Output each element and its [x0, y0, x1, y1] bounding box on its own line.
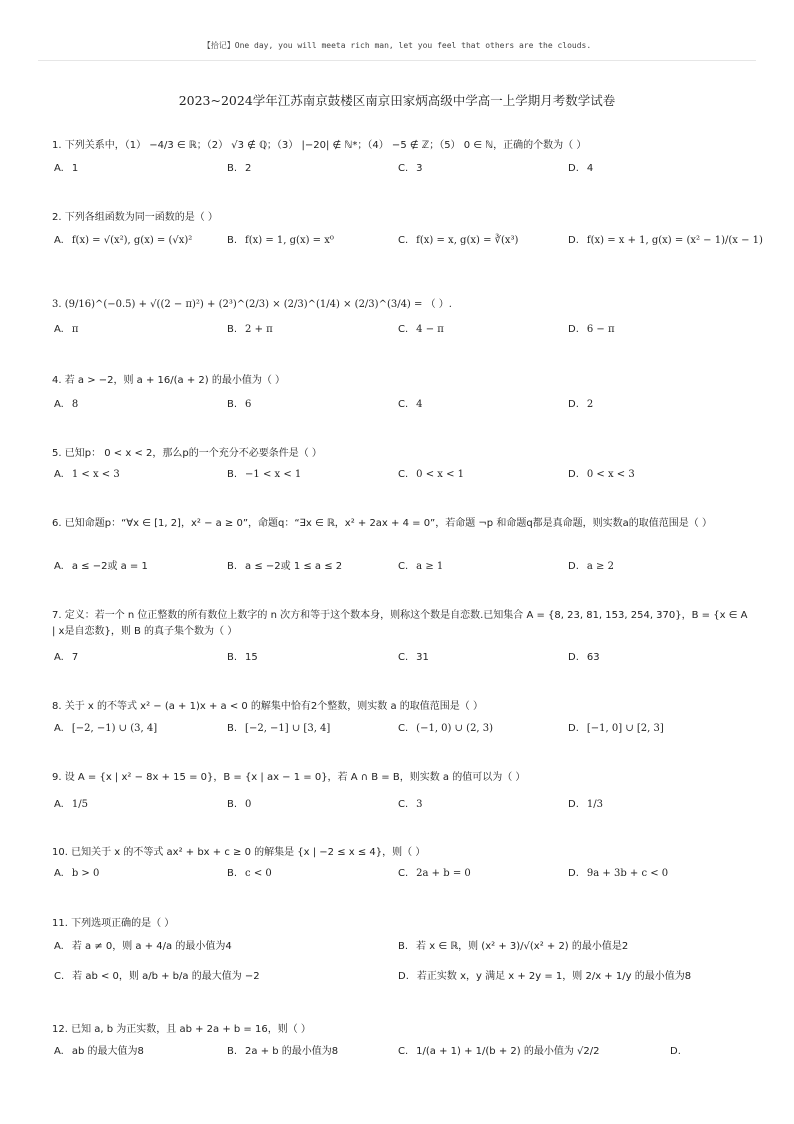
question-stem: 3. (9/16)^(−0.5) + √((2 − π)²) + (2³)^(2/3) × (2/3)^(1/4) × (2/3)^(3/4) = （ ）. [52, 299, 452, 310]
option-letter: C. [398, 235, 409, 246]
option-text: (−1, 0) ∪ (2, 3) [416, 723, 494, 734]
option-d [568, 162, 593, 176]
option-letter: C. [398, 469, 409, 480]
option-text: 15 [245, 652, 258, 663]
option-letter: B. [398, 941, 409, 952]
option-a [54, 867, 99, 881]
option-c [398, 234, 518, 248]
option-c [398, 867, 471, 881]
option-letter: B. [227, 163, 238, 174]
option-a [54, 560, 148, 574]
option-b [227, 867, 272, 881]
option-letter: C. [398, 399, 409, 410]
option-text: 4 − π [416, 324, 444, 335]
option-b [398, 940, 628, 954]
option-text: 4 [416, 399, 423, 410]
question-stem: 6. 已知命题p：“∀x ∈ [1, 2]，x² − a ≥ 0”，命题q：“∃x ∈ ℝ，x² + 2ax + 4 = 0”，若命题 ¬p 和命题q都是真命题，则实数a的取值范围是（ ） [52, 518, 712, 529]
option-text: 2 + π [245, 324, 273, 335]
option-text: 2 [586, 399, 594, 410]
option-letter: B. [227, 399, 238, 410]
option-a [54, 323, 78, 337]
question-stem: 9. 设 A = {x | x² − 8x + 15 = 0}，B = {x | ax − 1 = 0}，若 A ∩ B = B，则实数 a 的值可以为（ ） [52, 772, 526, 783]
question-stem: 11. 下列选项正确的是（ ） [52, 918, 175, 929]
header-divider [38, 60, 756, 61]
option-c [398, 560, 443, 574]
option-d [568, 468, 635, 482]
option-d [568, 234, 763, 248]
question-9 [52, 770, 752, 786]
option-letter: C. [398, 1046, 409, 1057]
option-letter: D. [568, 652, 579, 663]
option-letter: D. [568, 163, 579, 174]
question-stem: 2. 下列各组函数为同一函数的是（ ） [52, 212, 218, 223]
option-text: [−2, −1) ∪ (3, 4] [71, 723, 158, 734]
option-a [54, 1045, 144, 1059]
option-text: f(x) = 1, g(x) = x⁰ [245, 235, 334, 246]
option-text: 8 [71, 399, 79, 410]
option-text: a ≤ −2或 a = 1 [71, 561, 148, 572]
option-letter: C. [398, 799, 409, 810]
option-b [227, 560, 342, 574]
option-text: 6 − π [586, 324, 615, 335]
question-2 [52, 210, 752, 226]
option-a [54, 940, 232, 954]
option-c [54, 970, 260, 984]
option-letter: D. [568, 561, 579, 572]
option-letter: C. [398, 324, 409, 335]
question-11 [52, 916, 752, 932]
header-note: 【拾记】One day, you will meeta rich man, let you feel that others are the clouds. [202, 41, 592, 50]
option-text: f(x) = √(x²), g(x) = (√x)² [71, 235, 193, 246]
option-a [54, 468, 120, 482]
question-stem: 8. 关于 x 的不等式 x² − (a + 1)x + a < 0 的解集中恰有2个整数，则实数 a 的取值范围是（ ） [52, 701, 483, 712]
option-letter: B. [227, 652, 238, 663]
option-letter: B. [227, 868, 238, 879]
option-text: 2a + b = 0 [416, 868, 471, 879]
option-letter: D. [568, 799, 579, 810]
option-letter: A. [54, 941, 64, 952]
option-d [568, 798, 603, 812]
option-text: 1/3 [586, 799, 603, 810]
question-stem: 1. 下列关系中，（1） −4/3 ∈ ℝ；（2） √3 ∉ ℚ；（3） |−20| ∉ ℕ*；（4） −5 ∉ ℤ；（5） 0 ∈ ℕ，正确的个数为（ ） [52, 140, 587, 151]
question-stem: 7. 定义：若一个 n 位正整数的所有数位上数字的 n 次方和等于这个数本身，则称这个数是自恋数.已知集合 A = {8, 23, 81, 153, 254, 370}，B = {x ∈ A | x是自恋数}，则 B 的真子集个数为（ ） [52, 610, 748, 637]
option-text: a ≥ 1 [416, 561, 444, 572]
option-b [227, 722, 330, 736]
option-text: 1/5 [71, 799, 88, 810]
option-text: 若 ab < 0，则 a/b + b/a 的最大值为 −2 [72, 971, 260, 982]
question-12 [52, 1022, 752, 1038]
option-text: 1 < x < 3 [71, 469, 120, 480]
option-letter: D. [568, 723, 579, 734]
option-text: −1 < x < 1 [245, 469, 302, 480]
option-b [227, 398, 251, 412]
option-letter: A. [54, 652, 64, 663]
option-text: 7 [71, 652, 79, 663]
option-b [227, 798, 251, 812]
option-text: 31 [416, 652, 429, 663]
question-stem: 4. 若 a > −2，则 a + 16/(a + 2) 的最小值为（ ） [52, 375, 286, 386]
option-letter: C. [398, 723, 409, 734]
question-stem: 5. 已知p： 0 < x < 2，那么p的一个充分不必要条件是（ ） [52, 448, 322, 459]
option-letter: D. [670, 1046, 681, 1057]
option-text: 9a + 3b + c < 0 [586, 868, 669, 879]
page-title: 2023~2024学年江苏南京鼓楼区南京田家炳高级中学高一上学期月考数学试卷 [178, 93, 616, 108]
option-text: [−1, 0] ∪ [2, 3] [586, 723, 664, 734]
option-c [398, 162, 423, 176]
option-letter: A. [54, 163, 64, 174]
question-4 [52, 373, 752, 389]
option-a [54, 798, 88, 812]
option-letter: A. [54, 324, 64, 335]
option-text: 1 [71, 163, 79, 174]
option-text: 4 [586, 163, 594, 174]
option-letter: A. [54, 561, 64, 572]
option-a [54, 234, 192, 248]
option-text: f(x) = x + 1, g(x) = (x² − 1)/(x − 1) [586, 235, 763, 246]
option-a [54, 722, 157, 736]
option-text: ab 的最大值为8 [71, 1046, 144, 1057]
option-c [398, 722, 493, 736]
option-b [227, 651, 258, 665]
option-letter: B. [227, 723, 238, 734]
option-text: 2a + b 的最小值为8 [245, 1046, 339, 1057]
option-letter: A. [54, 799, 64, 810]
question-stem: 10. 已知关于 x 的不等式 ax² + bx + c ≥ 0 的解集是 {x | −2 ≤ x ≤ 4}，则（ ） [52, 847, 426, 858]
option-letter: D. [568, 868, 579, 879]
option-c [398, 798, 423, 812]
option-letter: C. [398, 652, 409, 663]
option-letter: C. [398, 561, 409, 572]
option-d [568, 867, 668, 881]
option-a [54, 162, 78, 176]
option-letter: C. [54, 971, 65, 982]
option-text: f(x) = x, g(x) = ∛(x³) [416, 235, 519, 246]
option-b [227, 468, 301, 482]
option-text: 若 x ∈ ℝ，则 (x² + 3)/√(x² + 2) 的最小值是2 [416, 941, 629, 952]
question-6 [52, 516, 752, 532]
option-text: 63 [586, 652, 600, 663]
option-text: 3 [416, 163, 423, 174]
option-b [227, 323, 273, 337]
option-d [568, 398, 593, 412]
option-letter: D. [568, 324, 579, 335]
option-b [227, 1045, 338, 1059]
option-d [568, 560, 614, 574]
option-text: 若 a ≠ 0，则 a + 4/a 的最小值为4 [71, 941, 232, 952]
question-5 [52, 446, 752, 462]
option-letter: C. [398, 868, 409, 879]
option-text: 0 [245, 799, 252, 810]
option-letter: A. [54, 868, 64, 879]
option-text: 0 < x < 3 [586, 469, 635, 480]
option-c [398, 323, 444, 337]
option-letter: B. [227, 235, 238, 246]
question-10 [52, 845, 752, 861]
option-text: a ≤ −2或 1 ≤ a ≤ 2 [245, 561, 343, 572]
question-8 [52, 699, 752, 715]
option-text: a ≥ 2 [586, 561, 614, 572]
option-letter: A. [54, 469, 64, 480]
option-c [398, 1045, 599, 1059]
option-b [227, 162, 251, 176]
question-3 [52, 297, 752, 313]
option-text: 2 [245, 163, 252, 174]
option-text: π [71, 324, 79, 335]
option-letter: A. [54, 235, 64, 246]
option-letter: D. [398, 971, 409, 982]
option-text: 0 < x < 1 [416, 469, 465, 480]
option-text: 3 [416, 799, 423, 810]
question-7 [52, 608, 752, 640]
option-letter: A. [54, 723, 64, 734]
option-a [54, 651, 78, 665]
option-letter: B. [227, 1046, 238, 1057]
option-letter: D. [568, 399, 579, 410]
option-d [568, 722, 664, 736]
question-1 [52, 138, 752, 154]
option-c [398, 651, 429, 665]
option-d [398, 970, 691, 984]
option-text: c < 0 [245, 868, 272, 879]
option-letter: B. [227, 469, 238, 480]
option-letter: A. [54, 1046, 64, 1057]
option-letter: B. [227, 561, 238, 572]
option-d [670, 1045, 689, 1059]
option-text: 若正实数 x，y 满足 x + 2y = 1，则 2/x + 1/y 的最小值为8 [416, 971, 692, 982]
option-d [568, 651, 600, 665]
option-text: 6 [245, 399, 252, 410]
option-letter: D. [568, 235, 579, 246]
question-stem: 12. 已知 a, b 为正实数，且 ab + 2a + b = 16，则（ ） [52, 1024, 311, 1035]
option-d [568, 323, 615, 337]
option-b [227, 234, 334, 248]
option-letter: C. [398, 163, 409, 174]
option-c [398, 468, 464, 482]
option-text: b > 0 [71, 868, 100, 879]
option-text: 1/(a + 1) + 1/(b + 2) 的最小值为 √2/2 [416, 1046, 600, 1057]
option-letter: A. [54, 399, 64, 410]
option-a [54, 398, 78, 412]
option-c [398, 398, 423, 412]
option-letter: D. [568, 469, 579, 480]
option-letter: B. [227, 799, 238, 810]
option-text: [−2, −1] ∪ [3, 4] [245, 723, 331, 734]
option-letter: B. [227, 324, 238, 335]
